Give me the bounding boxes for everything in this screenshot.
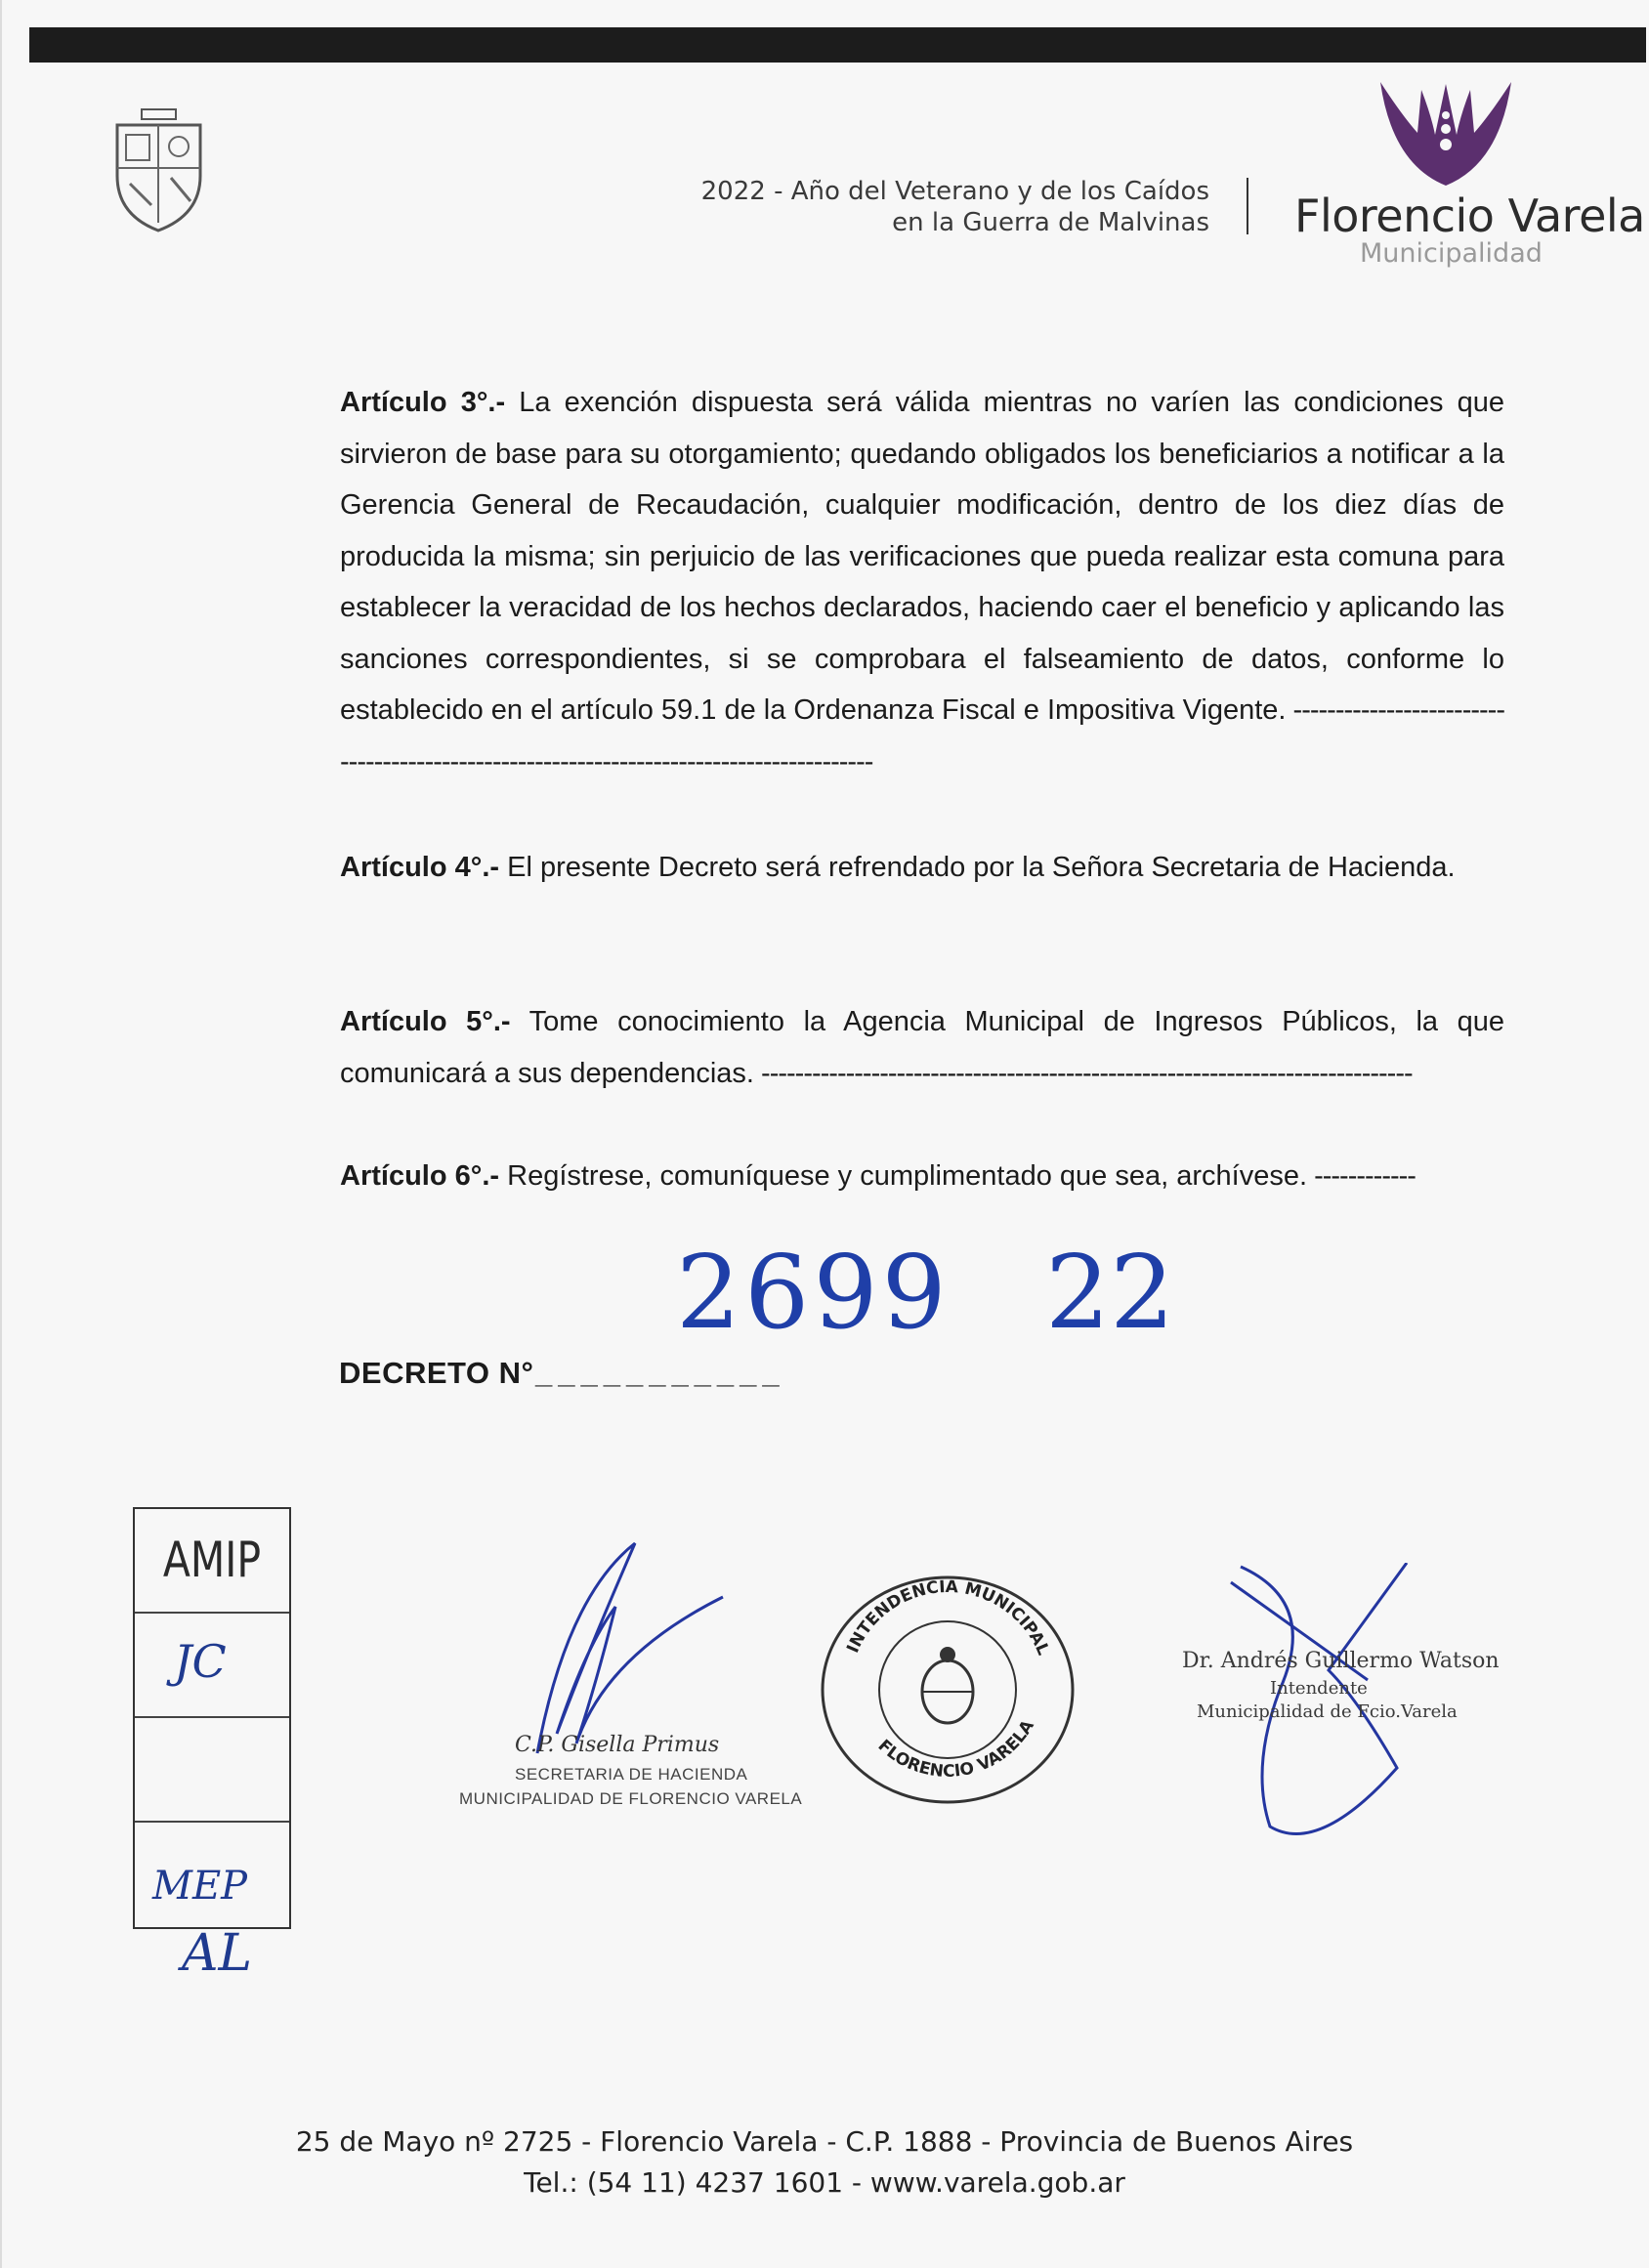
municipal-crest-icon xyxy=(112,107,205,234)
signatory-right-org: Municipalidad de Fcio.Varela xyxy=(1197,1701,1458,1722)
scan-bar xyxy=(29,27,1646,63)
article-3 xyxy=(340,377,1504,787)
signatory-left-name: C.P. Gisella Primus xyxy=(515,1733,720,1757)
amip-cell-empty xyxy=(135,1718,289,1823)
page-edge xyxy=(0,0,2,2268)
article-heading: Artículo 3°.- xyxy=(340,387,506,418)
initials-1: JC xyxy=(174,1635,227,1688)
footer-address: 25 de Mayo nº 2725 - Florencio Varela - C.P. 1888 - Provincia de Buenos Aires xyxy=(295,2125,1354,2158)
brand-name: Florencio Varela xyxy=(1294,189,1645,242)
amip-cell-initials-1 xyxy=(135,1614,289,1718)
decree-number-stamp: 2699 xyxy=(676,1233,951,1352)
article-text: Tome conocimiento la Agencia Municipal de Ingresos Públicos, la que comunicará a sus dependencias. xyxy=(340,1006,1504,1089)
initials-3: AL xyxy=(182,1924,253,1983)
footer-contact: Tel.: (54 11) 4237 1601 - www.varela.gob.ar xyxy=(524,2166,1125,2199)
decree-label: DECRETO N° xyxy=(339,1356,534,1390)
signature-primus-icon xyxy=(528,1538,733,1763)
florencio-varela-logo-icon xyxy=(1373,76,1519,193)
article-heading: Artículo 6°.- xyxy=(340,1160,500,1192)
amip-title: AMIP xyxy=(162,1532,262,1588)
amip-cell-initials-2 xyxy=(135,1823,289,1925)
amip-control-box xyxy=(133,1507,291,1929)
motto-line-2: en la Guerra de Malvinas xyxy=(892,208,1209,237)
initials-2: MEP xyxy=(152,1864,248,1909)
decree-year-stamp: 22 xyxy=(1045,1233,1175,1352)
municipal-seal-icon xyxy=(811,1563,1084,1807)
header-separator xyxy=(1247,178,1248,234)
article-heading: Artículo 4°.- xyxy=(340,852,500,883)
amip-cell-title xyxy=(135,1509,289,1614)
signatory-right-role: Intendente xyxy=(1270,1678,1368,1699)
signatory-right-name: Dr. Andrés Guillermo Watson xyxy=(1182,1649,1500,1673)
header-motto xyxy=(701,176,1209,238)
signatory-left-role: SECRETARIA DE HACIENDA xyxy=(515,1765,748,1784)
article-5 xyxy=(340,996,1504,1099)
motto-line-1: 2022 - Año del Veterano y de los Caídos xyxy=(700,177,1209,206)
article-text: Regístrese, comuníquese y cumplimentado que sea, archívese. xyxy=(499,1160,1308,1192)
article-heading: Artículo 5°.- xyxy=(340,1006,511,1037)
seal-text-bottom: FLORENCIO VARELA xyxy=(873,1716,1038,1782)
decree-blank-line: ___________ xyxy=(535,1356,785,1390)
article-text: La exención dispuesta será válida mientras no varíen las condiciones que sirvieron de base para su otorgamiento; quedando obligados los beneficiarios a notificar a la Gerencia General de Recaudación, cualquier modificación, dentro de los diez días de producida la misma; sin perjuicio de las verificaciones que pueda realizar esta comuna para establecer la veracidad de los hechos declarados, haciendo caer el beneficio y aplicando las sanciones correspondientes, si se comprobara el falseamiento de datos, conforme lo establecido en el artículo 59.1 de la Ordenanza Fiscal e Impositiva Vigente. xyxy=(340,387,1504,726)
seal-text-top: INTENDENCIA MUNICIPAL xyxy=(843,1576,1053,1659)
article-dashes: ---------------------------------------------------------------------------------------- xyxy=(340,694,1504,777)
article-4 xyxy=(340,842,1504,894)
article-6 xyxy=(340,1151,1504,1202)
article-dashes: ----------------------------------------------------------------------------- xyxy=(753,1057,1413,1089)
brand-subtitle: Municipalidad xyxy=(1360,238,1543,269)
article-dashes: ------------ xyxy=(1307,1160,1416,1192)
signatory-left-org: MUNICIPALIDAD DE FLORENCIO VARELA xyxy=(459,1789,803,1808)
article-text: El presente Decreto será refrendado por la Señora Secretaria de Hacienda. xyxy=(499,852,1456,883)
